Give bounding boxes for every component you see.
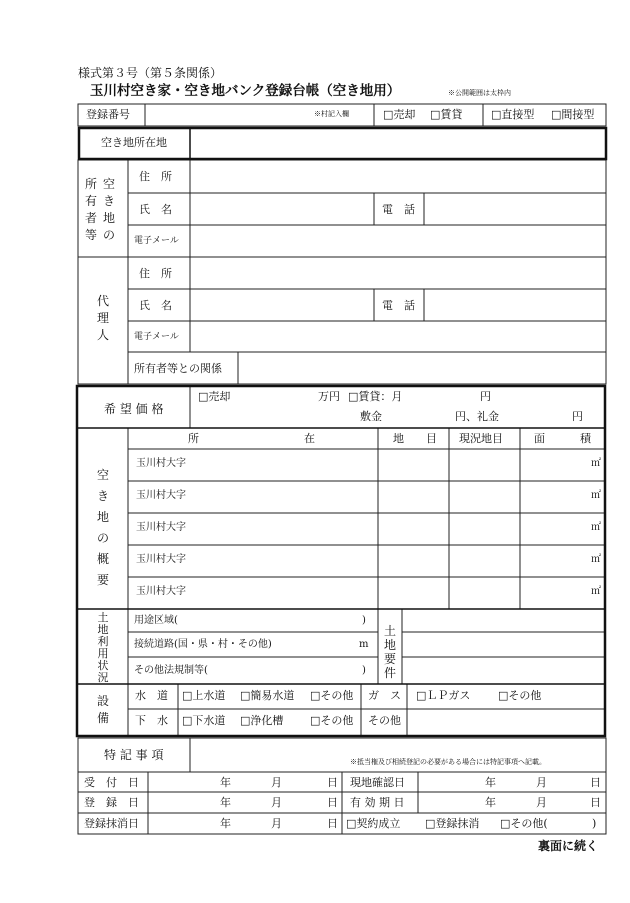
price-man-yen-unit: 万円: [318, 390, 340, 403]
owner-name-label: 氏 名: [139, 203, 172, 216]
special-notes-field[interactable]: [194, 741, 600, 759]
public-range-note: ※公開範囲は太枠内: [448, 89, 511, 97]
land-use-group-label: 土 地 利 用 状 況: [97, 611, 109, 684]
table-row-unit: ㎡: [591, 586, 601, 597]
sewer-other-checkbox[interactable]: □その他: [310, 714, 354, 727]
agent-name-label: 氏 名: [139, 299, 172, 312]
table-row-place: 玉川村大字: [136, 490, 186, 501]
agent-email-field[interactable]: [194, 324, 600, 349]
form-number: 様式第３号（第５条関係）: [78, 66, 223, 80]
indirect-type-checkbox[interactable]: □間接型: [551, 108, 595, 121]
desired-price-label: 希 望 価 格: [104, 402, 164, 416]
owner-group-label: 所 有 者 等: [84, 177, 97, 242]
date-month: 月: [536, 776, 547, 789]
date-year: 年: [485, 796, 496, 809]
table-row-unit: ㎡: [591, 490, 601, 501]
agent-address-field[interactable]: [194, 260, 600, 286]
owner-relation-field[interactable]: [242, 355, 600, 381]
reikin-yen-unit: 円: [572, 410, 583, 423]
owner-phone-label: 電 話: [382, 203, 415, 216]
water-simple-checkbox[interactable]: □簡易水道: [240, 689, 295, 702]
date-year: 年: [220, 817, 231, 830]
gas-label: ガ ス: [368, 689, 401, 702]
table-row-place: 玉川村大字: [136, 522, 186, 533]
price-sale-checkbox[interactable]: □売却: [198, 390, 231, 403]
col-chimoku-2: 目: [426, 432, 437, 445]
zoning-label: 用途区域(: [134, 615, 178, 626]
page-title: 玉川村空き家・空き地バンク登録台帳（空き地用）: [90, 83, 401, 99]
sewer-public-checkbox[interactable]: □下水道: [182, 714, 226, 727]
water-other-checkbox[interactable]: □その他: [310, 689, 354, 702]
registered-date-label: 登 録 日: [84, 796, 139, 809]
land-requirements-label: 土 地 要 件: [383, 624, 396, 680]
agent-address-label: 住 所: [139, 267, 172, 280]
zoning-close: ): [362, 615, 366, 626]
valid-until-label: 有 効 期 日: [350, 796, 405, 809]
contract-checkbox[interactable]: □契約成立: [346, 817, 401, 830]
registration-number-label: 登録番号: [86, 108, 130, 121]
owner-address-label: 住 所: [139, 170, 172, 183]
date-day: 日: [327, 796, 338, 809]
gas-lp-checkbox[interactable]: □ＬＰガス: [416, 689, 471, 702]
owner-phone-field[interactable]: [428, 196, 602, 223]
vacant-land-location-field[interactable]: [194, 131, 600, 157]
table-row-unit: ㎡: [591, 522, 601, 533]
cancelled-date-label: 登録抹消日: [84, 817, 139, 830]
date-month: 月: [536, 796, 547, 809]
owner-name-field[interactable]: [194, 196, 370, 223]
site-check-date-label: 現地確認日: [350, 776, 405, 789]
owner-address-field[interactable]: [194, 163, 600, 190]
lease-checkbox[interactable]: □賃貸: [430, 108, 463, 121]
road-unit: m: [359, 639, 369, 650]
direct-type-checkbox[interactable]: □直接型: [491, 108, 535, 121]
village-entry-note: ※村記入欄: [314, 110, 349, 118]
table-row-unit: ㎡: [591, 554, 601, 565]
col-location-2: 在: [304, 432, 315, 445]
owner-email-field[interactable]: [194, 228, 600, 254]
other-reason-close: ): [592, 817, 597, 830]
date-day: 日: [590, 776, 601, 789]
col-current-land-category: 現況地目: [459, 432, 503, 445]
date-month: 月: [271, 817, 282, 830]
sale-checkbox[interactable]: □売却: [383, 108, 416, 121]
reikin-label: 円、礼金: [455, 410, 499, 423]
table-row-place: 玉川村大字: [136, 554, 186, 565]
agent-phone-label: 電 話: [382, 299, 415, 312]
col-chimoku-1: 地: [393, 432, 404, 445]
other-reason-checkbox[interactable]: □その他(: [500, 817, 548, 830]
cancel-registration-checkbox[interactable]: □登録抹消: [425, 817, 480, 830]
table-row-unit: ㎡: [591, 458, 601, 469]
water-label: 水 道: [135, 689, 168, 702]
owner-group-label-2: 空 き 地 の: [102, 177, 115, 242]
owner-email-label: 電子メール: [134, 236, 179, 246]
date-day: 日: [327, 817, 338, 830]
other-regulations-label: その他法規制等(: [134, 665, 208, 676]
sewer-label: 下 水: [135, 714, 168, 727]
price-lease-monthly-checkbox[interactable]: □賃貸：月: [348, 390, 403, 403]
gas-other-checkbox[interactable]: □その他: [498, 689, 542, 702]
connecting-road-label: 接続道路(国・県・村・その他): [134, 639, 272, 650]
date-day: 日: [327, 776, 338, 789]
col-area-1: 面: [534, 432, 545, 445]
agent-email-label: 電子メール: [134, 332, 179, 342]
sewer-septic-checkbox[interactable]: □浄化槽: [240, 714, 284, 727]
water-public-checkbox[interactable]: □上水道: [182, 689, 226, 702]
owner-relation-label: 所有者等との関係: [134, 362, 222, 375]
special-notes-label: 特 記 事 項: [104, 748, 164, 762]
date-month: 月: [271, 796, 282, 809]
table-row-place: 玉川村大字: [136, 586, 186, 597]
received-date-label: 受 付 日: [84, 776, 139, 789]
date-day: 日: [590, 796, 601, 809]
overview-group-label: 空 き 地 の 概 要: [96, 468, 109, 587]
agent-phone-field[interactable]: [428, 292, 602, 318]
table-row-place: 玉川村大字: [136, 458, 186, 469]
date-month: 月: [271, 776, 282, 789]
price-monthly-yen-unit: 円: [480, 390, 491, 403]
other-regulations-close: ): [362, 665, 366, 676]
deposit-label: 敷金: [360, 410, 382, 423]
continue-on-back: 裏面に続く: [538, 839, 599, 853]
facility-other-label: その他: [368, 714, 401, 727]
date-year: 年: [485, 776, 496, 789]
agent-name-field[interactable]: [194, 292, 370, 318]
col-location-1: 所: [188, 432, 199, 445]
special-notes-caution: ※抵当権及び相続登記の必要がある場合には特記事項へ記載。: [350, 758, 546, 766]
vacant-land-location-label: 空き地所在地: [101, 136, 167, 149]
agent-group-label: 代 理 人: [96, 294, 109, 342]
date-year: 年: [220, 776, 231, 789]
facility-group-label: 設 備: [96, 694, 109, 725]
date-year: 年: [220, 796, 231, 809]
col-area-2: 積: [580, 432, 591, 445]
